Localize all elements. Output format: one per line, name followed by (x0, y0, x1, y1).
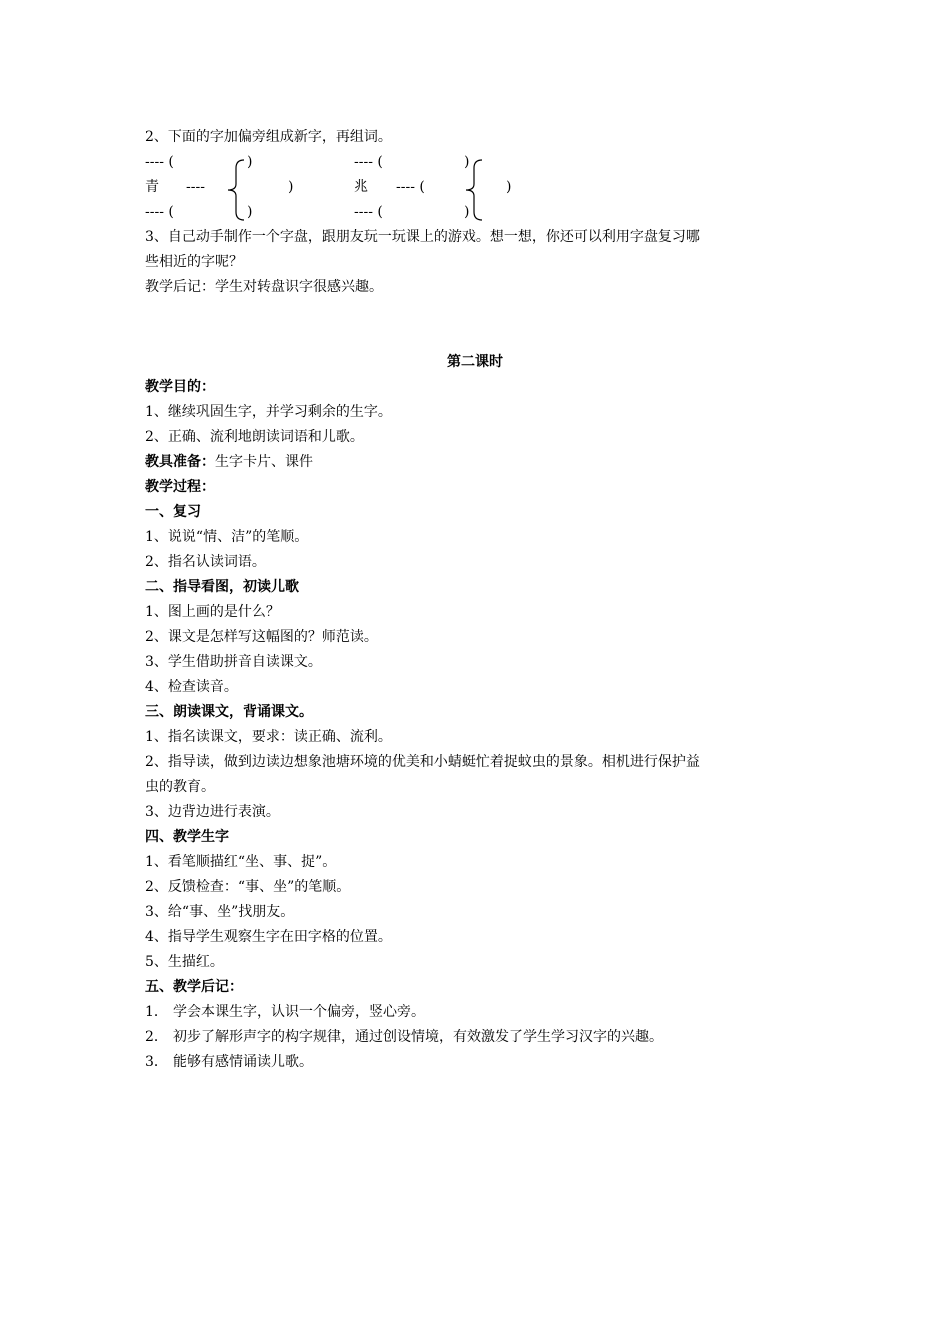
section1-item-1: 1、说说“情、洁”的笔顺。 (145, 529, 309, 545)
goal-item-1: 1、继续巩固生字，并学习剩余的生字。 (145, 404, 392, 420)
zhao-row2-close: ) (506, 179, 512, 195)
exercise-2-text: 2、下面的字加偏旁组成新字，再组词。 (145, 129, 392, 145)
qing-row3-dashes: ---- ( (145, 204, 174, 220)
section4-item-5: 5、生描红。 (145, 954, 224, 970)
section3-item-3: 3、边背边进行表演。 (145, 804, 280, 820)
section2-item-2: 2、课文是怎样写这幅图的？师范读。 (145, 629, 378, 645)
teaching-note-1: 教学后记：学生对转盘识字很感兴趣。 (145, 279, 383, 295)
section2-item-1: 1、图上画的是什么？ (145, 604, 280, 620)
qing-char: 青 (145, 179, 159, 195)
section3-item-2-line2: 虫的教育。 (145, 779, 215, 795)
exercise-3-line2: 些相近的字呢？ (145, 254, 243, 270)
section1-heading: 一、复习 (145, 504, 201, 520)
section4-heading: 四、教学生字 (145, 829, 229, 845)
qing-row2-close: ) (288, 179, 294, 195)
section4-item-3: 3、给“事、坐”找朋友。 (145, 904, 295, 920)
tools-value: 生字卡片、课件 (215, 454, 313, 470)
section1-item-2: 2、指名认读词语。 (145, 554, 266, 570)
zhao-row1-dashes: ---- ( (354, 154, 383, 170)
section3-item-1: 1、指名读课文，要求：读正确、流利。 (145, 729, 392, 745)
zhao-row1-close: ) (464, 154, 470, 170)
zhao-row3-close: ) (464, 204, 470, 220)
section5-item-1-text: 学会本课生字，认识一个偏旁，竖心旁。 (173, 1004, 425, 1020)
section4-item-1: 1、看笔顺描红“坐、事、捉”。 (145, 854, 337, 870)
section2-heading: 二、指导看图，初读儿歌 (145, 579, 299, 595)
section5-heading: 五、教学后记： (145, 979, 243, 995)
section5-item-2-num: 2． (145, 1029, 168, 1045)
section2-item-4: 4、检查读音。 (145, 679, 238, 695)
section5-item-1-num: 1． (145, 1004, 168, 1020)
zhao-char: 兆 (354, 179, 368, 195)
tools-label: 教具准备： (145, 454, 215, 470)
section5-item-3 (145, 1053, 313, 1071)
qing-row3-close: ) (247, 204, 253, 220)
lesson2-title: 第二课时 (447, 354, 503, 370)
section5-item-2-text: 初步了解形声字的构字规律，通过创设情境，有效激发了学生学习汉字的兴趣。 (173, 1029, 663, 1045)
qing-row1-dashes: ---- ( (145, 154, 174, 170)
section5-item-1 (145, 1003, 425, 1021)
goal-heading: 教学目的： (145, 379, 215, 395)
section5-item-3-num: 3． (145, 1054, 168, 1070)
zhao-row2-dashes: ---- ( (396, 179, 425, 195)
zhao-row3-dashes: ---- ( (354, 204, 383, 220)
tools-line (145, 453, 313, 471)
qing-row1-close: ) (247, 154, 253, 170)
section3-item-2-line1: 2、指导读，做到边读边想象池塘环境的优美和小蜻蜓忙着捉蚊虫的景象。相机进行保护益 (145, 754, 700, 770)
process-heading: 教学过程： (145, 479, 215, 495)
section2-item-3: 3、学生借助拼音自读课文。 (145, 654, 322, 670)
qing-left-brace-icon (224, 158, 246, 222)
section3-heading: 三、朗读课文，背诵课文。 (145, 704, 313, 720)
section5-item-2 (145, 1028, 663, 1046)
exercise-3-line1: 3、自己动手制作一个字盘，跟朋友玩一玩课上的游戏。想一想，你还可以利用字盘复习哪 (145, 229, 700, 245)
section4-item-2: 2、反馈检查：“事、坐”的笔顺。 (145, 879, 351, 895)
zhao-left-brace-icon (462, 158, 484, 222)
section4-item-4: 4、指导学生观察生字在田字格的位置。 (145, 929, 392, 945)
qing-row2-dashes: ---- (186, 179, 205, 195)
goal-item-2: 2、正确、流利地朗读词语和儿歌。 (145, 429, 364, 445)
section5-item-3-text: 能够有感情诵读儿歌。 (173, 1054, 313, 1070)
